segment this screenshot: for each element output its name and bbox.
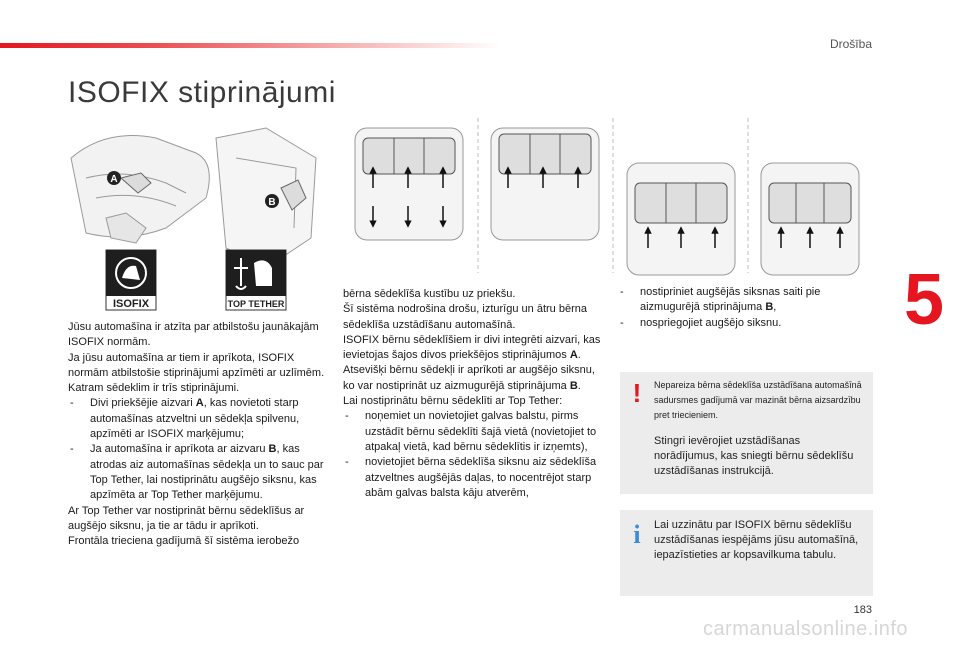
paragraph: Ar Top Tether var nostiprināt bērnu sēdeklīšus ar augšējo siksnu, ja tie ar tādu ir aprīkoti. [68,504,305,532]
text-column-3 [618,285,868,331]
warning-box [620,372,873,494]
paragraph: Katram sēdeklim ir trīs stiprinājumi. [68,382,240,395]
chapter-number: 5 [903,260,944,340]
seat-config-3 [627,163,735,275]
list-item: - nostipriniet augšējās siksnas saiti pie aizmugurējā stiprinājuma B, [618,285,868,316]
callout-b-label: B [268,197,276,208]
list-item: - Ja automašīna ir aprīkota ar aizvaru B, kas atrodas aiz automašīnas sēdekļa un to sauc par Top Tether, lai nostiprinātu augšējo siksnu, kas apzīmēta ar Top Tether marķējumu. [68,442,330,503]
list-item: - Divi priekšējie aizvari A, kas novietoti starp automašīnas atzveltni un sēdekļa spilvenu, apzīmēti ar ISOFIX marķējumu; [68,396,330,442]
top-tether-logo [226,250,286,310]
paragraph: Atsevišķi bērnu sēdekļi ir aprīkoti ar augšējo siksnu, ko var nostiprināt uz aizmugurējā stiprinājuma B. [343,364,595,392]
section-title: Drošība [829,37,872,51]
top-tether-logo-label: TOP TETHER [227,299,285,309]
isofix-logo [106,250,156,310]
seat-config-2 [491,128,599,240]
text-column-2 [343,287,605,501]
seat-config-4 [761,163,859,275]
info-box [620,510,873,596]
warning-icon: ! [632,378,642,408]
warning-note: Nepareiza bērna sēdeklīša uzstādīšana automašīnā sadursmes gadījumā var mazināt bērna aizsardzību pret triecieniem. [654,380,862,420]
paragraph: ISOFIX bērnu sēdeklīšiem ir divi integrēti aizvari, kas ievietojas šajos divos priekšējos stiprinājumos A. [343,333,601,362]
text-column-1 [68,320,330,549]
header-accent-bar [0,43,500,48]
isofix-illustration [66,118,324,318]
paragraph: bērna sēdeklīša kustību uz priekšu. [343,288,516,300]
info-icon: i [633,520,641,549]
isofix-logo-label: ISOFIX [112,298,150,310]
paragraph: Šī sistēma nodrošina drošu, izturīgu un ātru bērna sēdeklīša uzstādīšanu automašīnā. [343,303,587,331]
paragraph: Jūsu automašīna ir atzīta par atbilstošu jaunākajām ISOFIX normām. [68,321,319,349]
seat-config-1 [355,128,463,240]
page-number: 183 [853,604,872,616]
list-item: - novietojiet bērna sēdeklīša siksnu aiz sēdeklīša atzveltnes augšējās daļas, to nocentrējot starp abām galvas balsta kāju atverēm, [343,455,605,501]
callout-a-label: A [110,174,118,185]
watermark: carmanualsonline.info [702,618,908,640]
list-item: - nospriegojiet augšējo siksnu. [618,316,868,331]
rear-seat-diagrams [343,118,863,278]
info-text: Lai uzzinātu par ISOFIX bērnu sēdeklīšu uzstādīšanas iespējāms jūsu automašīnā, iepazīstieties ar kopsavilkuma tabulu. [654,519,859,561]
paragraph: Frontāla trieciena gadījumā šī sistēma ierobežo [68,535,300,548]
page-title: ISOFIX stiprinājumi [68,76,336,109]
paragraph: Ja jūsu automašīna ar tiem ir aprīkota, ISOFIX normām atbilstošie stiprinājumi apzīmēti ar uzlīmēm. [68,351,325,379]
list-item: - noņemiet un novietojiet galvas balstu, pirms uzstādīt bērnu sēdeklīti šajā vietā (novietojiet to atpakaļ vietā, kad bērnu sēdeklītis ir izņemts), [343,409,605,455]
warning-text: Stingri ievērojiet uzstādīšanas norādījumus, kas sniegti bērnu sēdeklīšu uzstādīšanas instrukcijā. [654,435,854,477]
paragraph: Lai nostiprinātu bērnu sēdeklīti ar Top Tether: [343,395,563,408]
